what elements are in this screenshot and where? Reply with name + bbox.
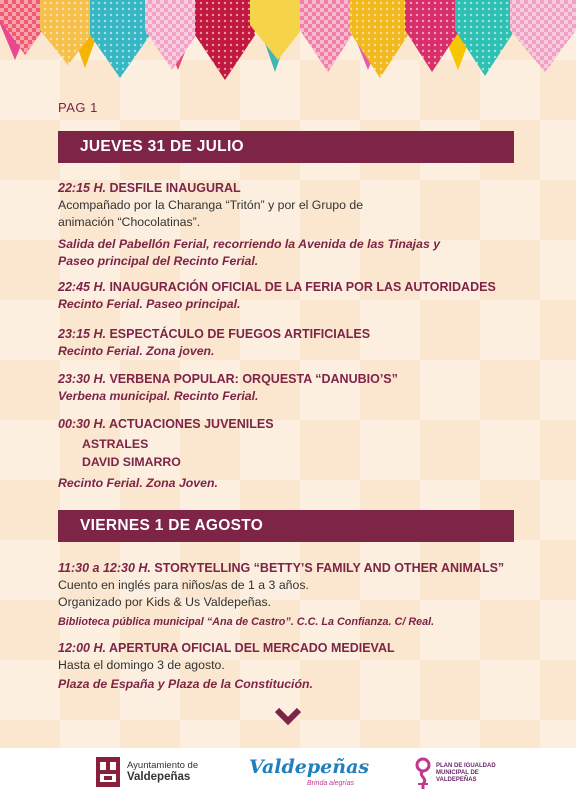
event-location: Recinto Ferial. Zona Joven.: [58, 476, 218, 490]
event-description: Hasta el domingo 3 de agosto.: [58, 658, 225, 672]
event-location: Salida del Pabellón Ferial, recorriendo la Avenida de las Tinajas y: [58, 237, 441, 251]
event-fuegos: [58, 326, 528, 360]
event-title: DESFILE INAUGURAL: [109, 181, 241, 195]
logo-ayuntamiento: [95, 756, 198, 788]
chevron-down-icon[interactable]: [274, 706, 302, 728]
event-mercado: [58, 640, 528, 693]
event-location: Paseo principal del Recinto Ferial.: [58, 254, 259, 268]
event-title: ACTUACIONES JUVENILES: [108, 417, 274, 431]
event-time: 23:30 H.: [58, 372, 106, 386]
logo2-wordmark: Valdepeñas: [249, 756, 370, 778]
logo3-line3: VALDEPEÑAS: [436, 776, 477, 783]
event-storytelling: [58, 560, 528, 631]
event-location: Recinto Ferial. Zona joven.: [58, 344, 215, 358]
event-description: animación “Chocolatinas”.: [58, 215, 201, 229]
event-location: Recinto Ferial. Paseo principal.: [58, 297, 241, 311]
act-name: ASTRALES: [82, 437, 149, 451]
event-actuaciones: [58, 416, 528, 492]
event-title: APERTURA OFICIAL DEL MERCADO MEDIEVAL: [108, 641, 395, 655]
event-time: 11:30 a 12:30 H.: [58, 561, 151, 575]
logo3-line1: PLAN DE IGUALDAD: [436, 762, 496, 769]
event-description: Organizado por Kids & Us Valdepeñas.: [58, 595, 272, 609]
event-time: 00:30 H.: [58, 417, 106, 431]
logo3-line2: MUNICIPAL DE: [436, 769, 479, 776]
event-heading: [58, 326, 528, 343]
event-time: 12:00 H.: [58, 641, 106, 655]
event-heading: [58, 416, 528, 433]
event-heading: [58, 560, 528, 577]
logo-valdepenas-brinda: [249, 756, 369, 794]
logo1-line2: Valdepeñas: [127, 771, 191, 783]
event-inauguracion: [58, 279, 528, 313]
event-verbena: [58, 371, 528, 405]
bunting-decoration: [0, 0, 576, 95]
act-name: DAVID SIMARRO: [82, 455, 181, 469]
event-desfile: [58, 180, 528, 270]
day-header-jueves: JUEVES 31 DE JULIO: [58, 131, 514, 163]
coat-of-arms-icon: [95, 756, 121, 788]
event-title: STORYTELLING “BETTY’S FAMILY AND OTHER ANIMALS”: [154, 561, 505, 575]
page-number: PAG 1: [58, 100, 98, 115]
logo2-slogan: Brinda alegrías: [307, 780, 355, 787]
day-header-viernes: VIERNES 1 DE AGOSTO: [58, 510, 514, 542]
event-description: Cuento en inglés para niños/as de 1 a 3 años.: [58, 578, 309, 592]
equality-symbol-icon: [414, 756, 432, 790]
event-title: VERBENA POPULAR: ORQUESTA “DANUBIO’S”: [109, 372, 398, 386]
event-location: Biblioteca pública municipal “Ana de Castro”. C.C. La Confianza. C/ Real.: [58, 616, 435, 628]
event-location: Verbena municipal. Recinto Ferial.: [58, 389, 259, 403]
event-heading: [58, 371, 528, 388]
event-time: 23:15 H.: [58, 327, 106, 341]
event-title: ESPECTÁCULO DE FUEGOS ARTIFICIALES: [109, 327, 371, 341]
event-title: INAUGURACIÓN OFICIAL DE LA FERIA POR LAS AUTORIDADES: [109, 280, 496, 294]
logo-plan-igualdad: [414, 756, 496, 790]
event-time: 22:15 H.: [58, 181, 106, 195]
event-location: Plaza de España y Plaza de la Constitución.: [58, 677, 313, 691]
event-description: Acompañado por la Charanga “Tritón” y por el Grupo de: [58, 198, 364, 212]
event-heading: [58, 180, 528, 197]
event-heading: [58, 640, 528, 657]
event-heading: [58, 279, 528, 296]
event-time: 22:45 H.: [58, 280, 106, 294]
logo1-line1: Ayuntamiento de: [127, 760, 199, 771]
